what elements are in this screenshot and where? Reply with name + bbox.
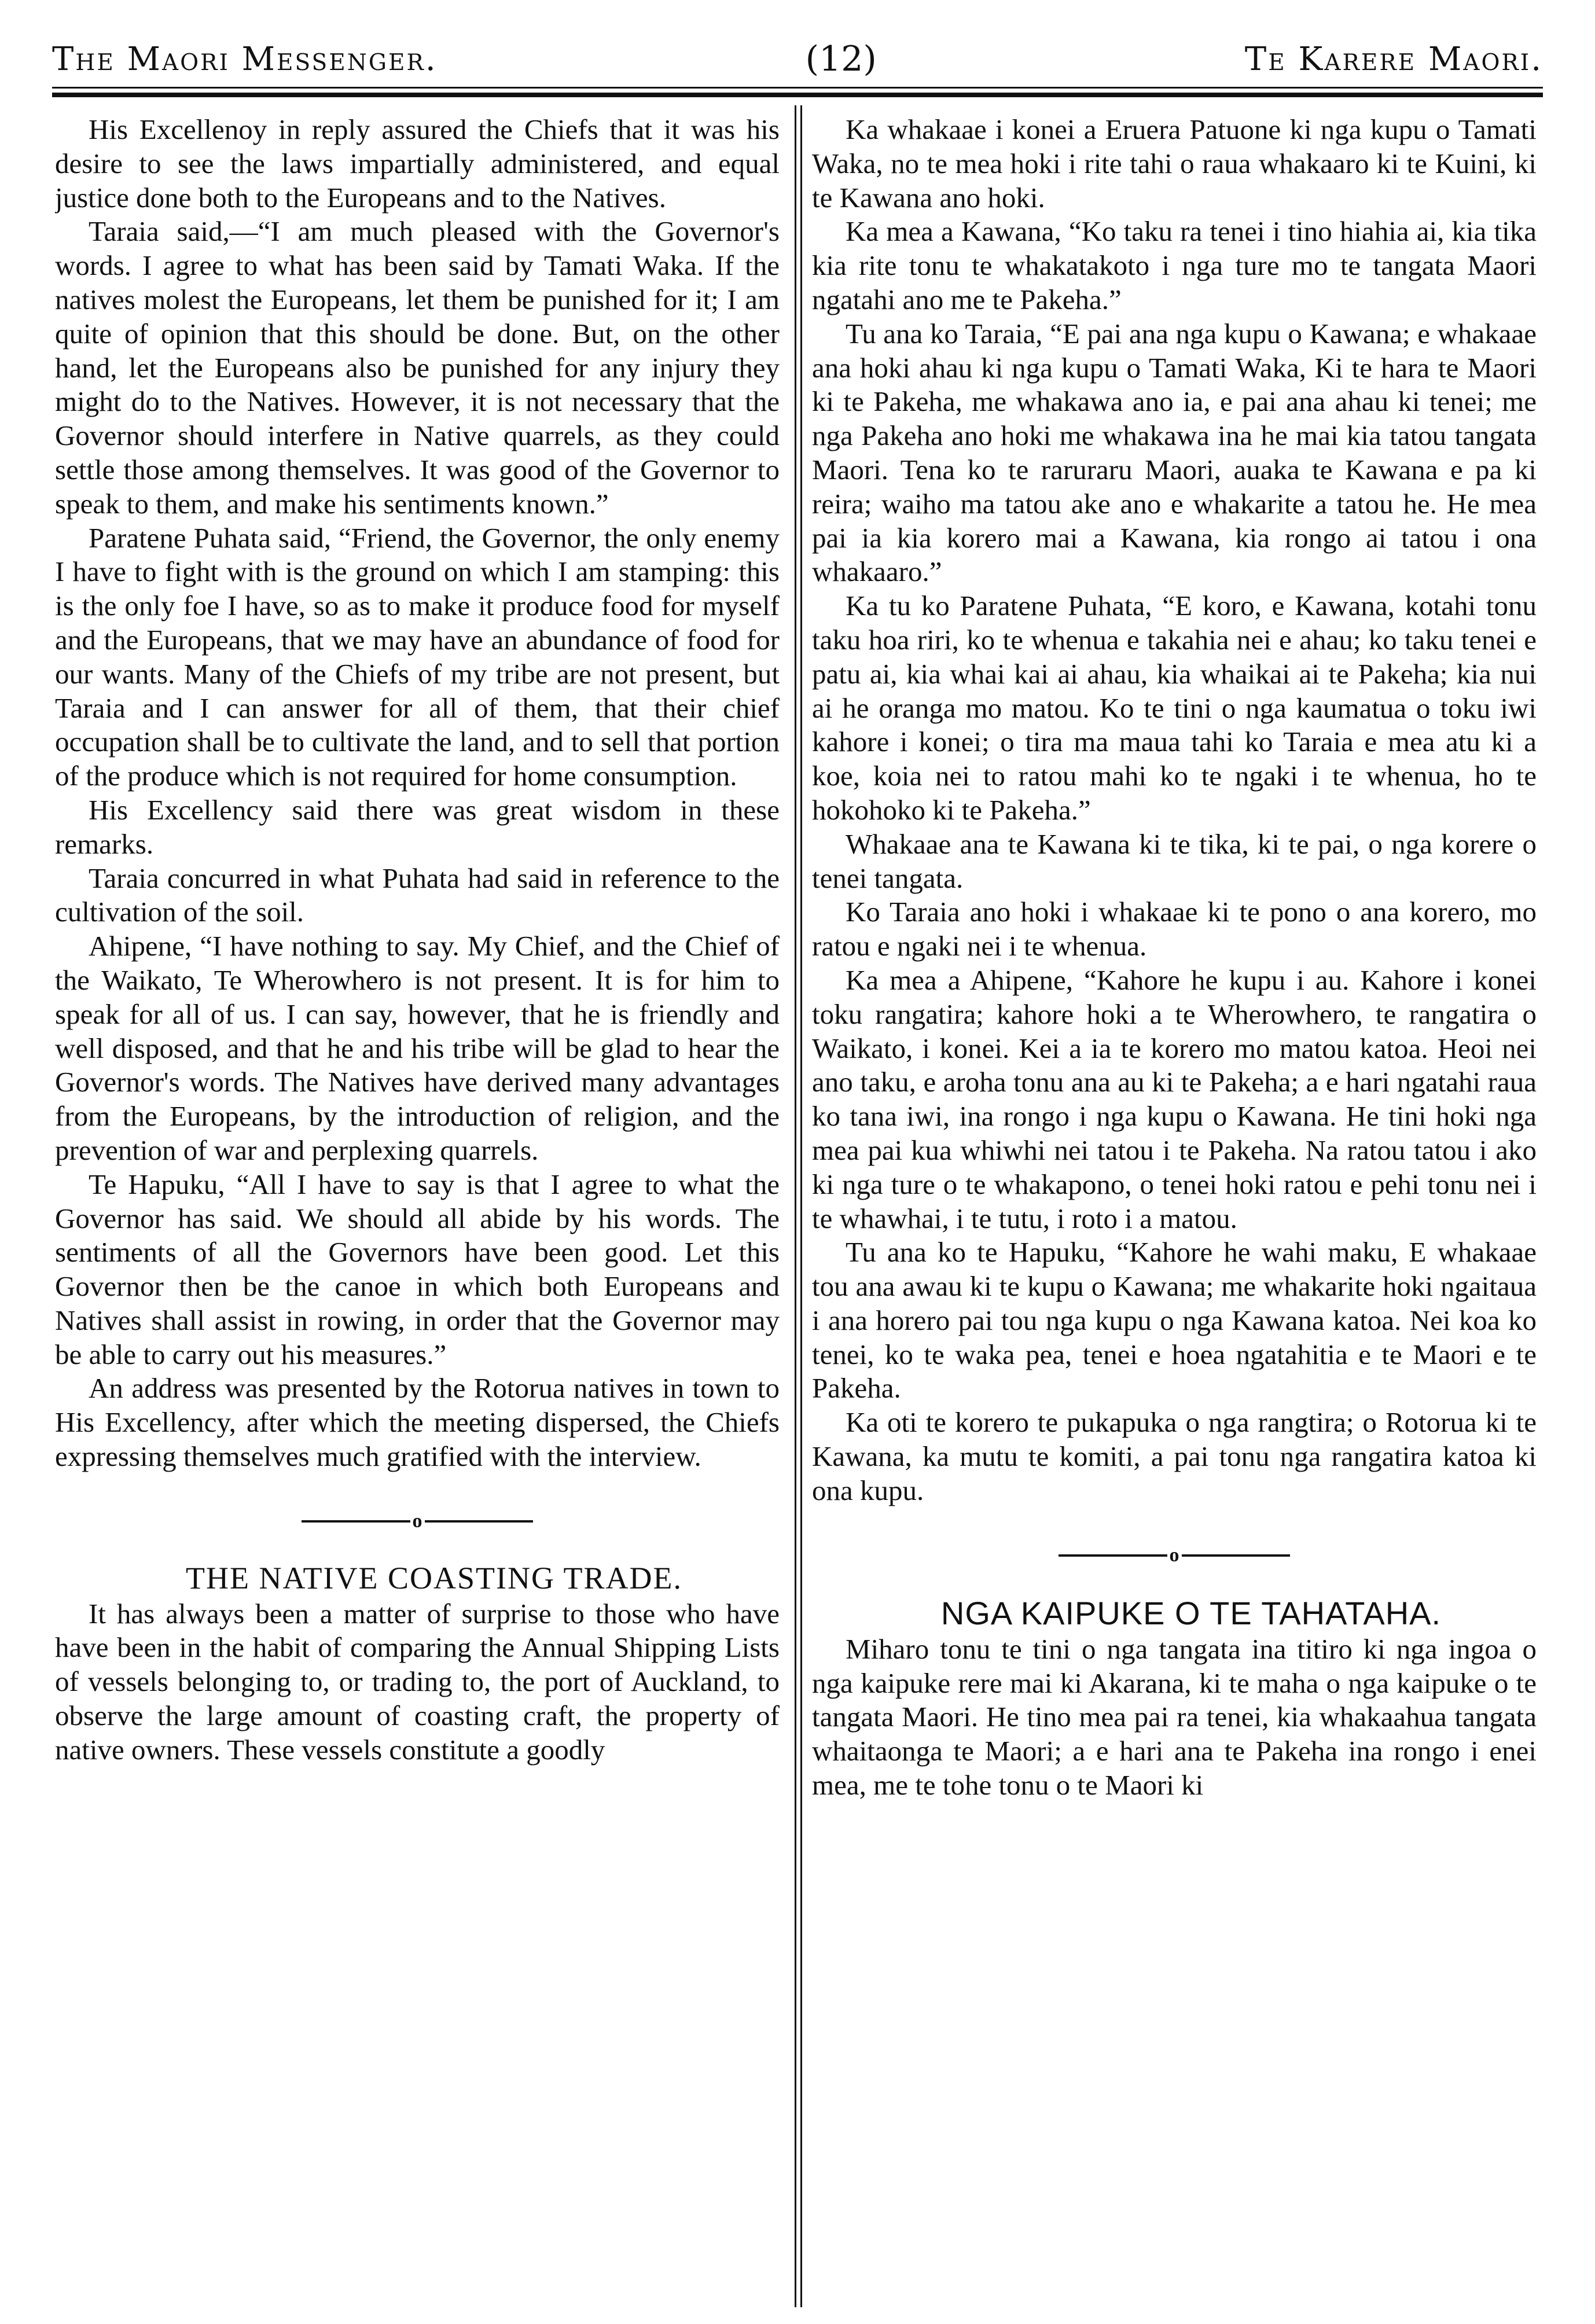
maori-paragraph: Ka whakaae i konei a Eruera Patuone ki nga kupu o Tamati Waka, no te mea hoki i rite tahi o raua whakaaro ki te Kuini, ki te Kawana ano hoki. xyxy=(812,113,1537,214)
section-heading-maori: NGA KAIPUKE O TE TAHATAHA. xyxy=(940,1594,1442,1631)
header-title-maori: Te Karere Maori. xyxy=(1244,40,1543,78)
divider-line xyxy=(1059,1554,1167,1557)
divider-line xyxy=(1182,1554,1291,1557)
divider-mark: o xyxy=(412,1510,422,1532)
column-rule-2 xyxy=(800,105,802,2307)
english-paragraph: Ahipene, “I have nothing to say. My Chief, and the Chief of the Waikato, Te Wherowhero is not present. It is for him to speak for all of us. I can say, however, that he is friendly and well disposed, and that he and his tribe will be glad to hear the Governor's words. The Natives have derived many advantages from the Europeans, by the introduction of religion, and the prevention of war and perplexing quarrels. xyxy=(55,930,780,1166)
maori-paragraph: Ka mea a Ahipene, “Kahore he kupu i au. Kahore i konei toku rangatira; kahore hoki a te Wherowhero, te rangatira o Waikato, i konei. Kei a ia te korero mo matou katoa. Heoi nei ano taku, e aroha tonu ana au ki te Pakeha; a e hari ngatahi raua ko tana iwi, ina rongo i nga kupu o Kawana. He tini hoki nga mea pai kua whiwhi nei tatou i te Pakeha. Na ratou tatou i ako ki nga ture o te whakapono, o tenei hoki ratou e pehi tonu nei i te whawhai, i te tutu, i roto i a matou. xyxy=(812,964,1537,1234)
page-header xyxy=(52,36,1543,82)
maori-column xyxy=(812,113,1537,2300)
maori-paragraph: Ka oti te korero te pukapuka o nga rangtira; o Rotorua ki te Kawana, ka mutu te komiti, a pai tonu nga rangatira katoa ki ona kupu. xyxy=(812,1406,1537,1506)
section-heading-english: THE NATIVE COASTING TRADE. xyxy=(186,1560,682,1595)
maori-paragraph: Ko Taraia ano hoki i whakaae ki te pono o ana korero, mo ratou e ngaki nei i te whenua. xyxy=(812,896,1537,962)
divider-line xyxy=(302,1520,410,1523)
english-paragraph: His Excellency said there was great wisdom in these remarks. xyxy=(55,793,780,860)
english-paragraph: Paratene Puhata said, “Friend, the Governor, the only enemy I have to fight with is the ground on which I am stamping: this is the only foe I have, so as to make it produce food for myself and the Europeans, that we may have an abundance of food for our wants. Many of the Chiefs of my tribe are not present, but Taraia and I can answer for all of them, that their chief occupation shall be to cultivate the land, and to sell that portion of the produce which is not required for home consumption. xyxy=(55,521,780,792)
english-paragraph: An address was presented by the Rotorua natives in town to His Excellency, after which the meeting dispersed, the Chiefs expressing themselves much gratified with the interview. xyxy=(55,1372,780,1473)
maori-paragraph: Tu ana ko Taraia, “E pai ana nga kupu o Kawana; e whakaae ana hoki ahau ki nga kupu o Tamati Waka, Ki te hara te Maori ki te Pakeha, me whakawa ano ia, e pai ana ahau ki tenei; me nga Pakeha ano hoki me whakawa ina he mai kia tatou tangata Maori. Tena ko te raruraru Maori, auaka te Kawana e pa ki reira; waiho ma tatou ake ano e whakarite a tatou he. He mea pai ia kia korero mai a Kawana, kia rongo ai tatou i ona whakaaro.” xyxy=(812,317,1537,588)
header-rule-thin xyxy=(52,87,1543,89)
english-paragraph: Te Hapuku, “All I have to say is that I agree to what the Governor has said. We should all abide by his words. The sentiments of all the Governors have been good. Let this Governor then be the canoe in which both Europeans and Natives shall assist in rowing, in order that the Governor may be able to carry out his measures.” xyxy=(55,1168,780,1370)
maori-paragraph: Whakaae ana te Kawana ki te tika, ki te pai, o nga korere o tenei tangata. xyxy=(812,828,1537,894)
header-rule-thick xyxy=(52,93,1543,97)
section-divider xyxy=(302,1510,533,1533)
english-paragraph: It has always been a matter of surprise to those who have have been in the habit of comparing the Annual Shipping Lists of vessels belonging to, or trading to, the port of Auckland, to observe the large amount of coasting craft, the property of native owners. These vessels constitute a goodly xyxy=(55,1597,780,1766)
maori-paragraph: Miharo tonu te tini o nga tangata ina titiro ki nga ingoa o nga kaipuke rere mai ki Akarana, ki te maha o nga kaipuke o te tangata Maori. He tino mea pai ra tenei, kia whakaahua tangata whaitaonga te Maori; a e hari ana te Pakeha ina rongo i enei mea, me te tohe tonu o te Maori ki xyxy=(812,1632,1537,1801)
english-paragraph: His Excellenoy in reply assured the Chiefs that it was his desire to see the laws impartially administered, and equal justice done both to the Europeans and to the Natives. xyxy=(55,113,780,214)
maori-paragraph: Ka mea a Kawana, “Ko taku ra tenei i tino hiahia ai, kia tika kia rite tonu te whakatakoto i nga ture mo te tangata Maori ngatahi ano me te Pakeha.” xyxy=(812,215,1537,315)
divider-line xyxy=(425,1520,534,1523)
maori-paragraph: Tu ana ko te Hapuku, “Kahore he wahi maku, E whakaae tou ana awau ki te kupu o Kawana; me whakarite hoki ngaitaua i ana horero pai tou nga kupu o nga Kawana katoa. Nei koa ko tenei, ko te waka pea, tenei e hoea ngatahitia e te Maori e te Pakeha. xyxy=(812,1236,1537,1404)
english-paragraph: Taraia concurred in what Puhata had said in reference to the cultivation of the soil. xyxy=(55,862,780,928)
maori-paragraph: Ka tu ko Paratene Puhata, “E koro, e Kawana, kotahi tonu taku hoa riri, ko te whenua e takahia nei e ahau; ko taku tenei e patu ai, kia whai kai ai ahau, kia whaikai ai te Pakeha; kia nui ai he oranga mo matou. Ko te tini o nga kaumatua o toku iwi kahore i konei; o tira ma maua tahi ko Taraia e mea atu ki a koe, koia nei to ratou mahi ko te ngaki i te whenua, ho te hokohoko ki te Pakeha.” xyxy=(812,590,1537,826)
divider-mark: o xyxy=(1169,1544,1179,1566)
english-column xyxy=(55,113,780,2300)
section-divider xyxy=(1059,1544,1290,1567)
page-number: (12) xyxy=(805,39,877,79)
column-rule-1 xyxy=(795,105,796,2307)
header-title-english: The Maori Messenger. xyxy=(52,40,438,78)
english-paragraph: Taraia said,—“I am much pleased with the Governor's words. I agree to what has been said by Tamati Waka. If the natives molest the Europeans, let them be punished for it; I am quite of opinion that this should be done. But, on the other hand, let the Europeans also be punished for any injury they might do to the Natives. However, it is not necessary that the Governor should interfere in Native quarrels, as they could settle those among themselves. It was good of the Governor to speak to them, and make his sentiments known.” xyxy=(55,215,780,520)
